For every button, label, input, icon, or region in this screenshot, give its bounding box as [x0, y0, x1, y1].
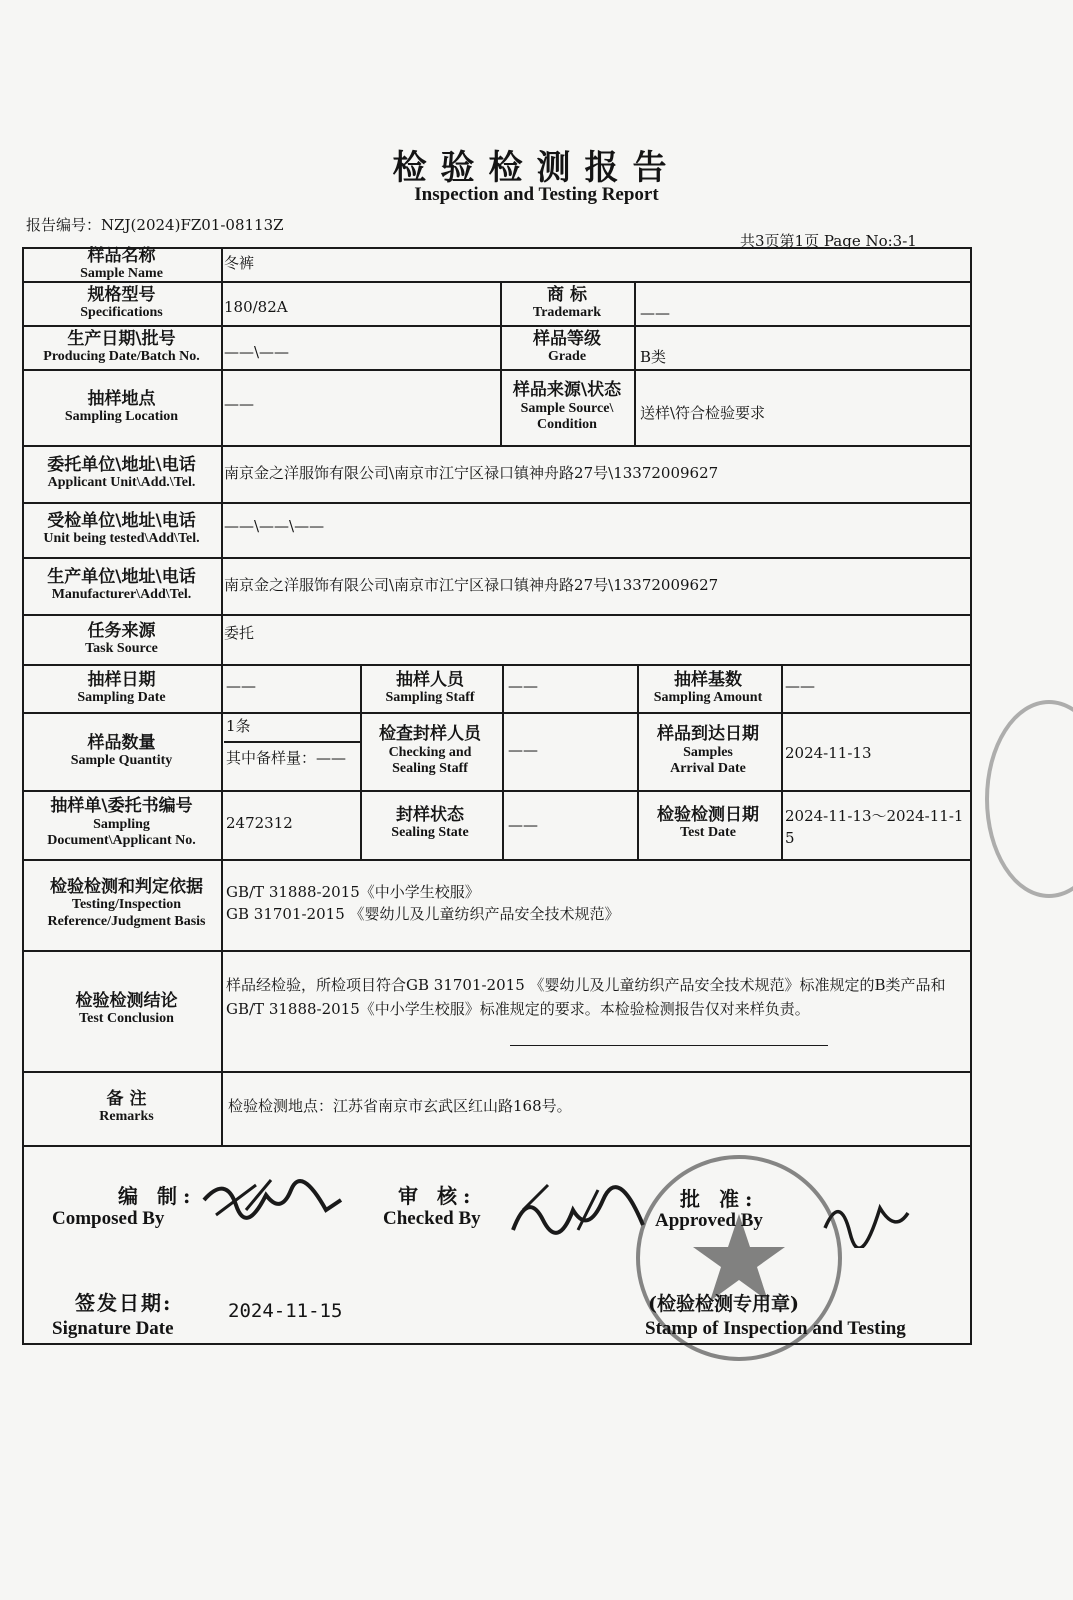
label-applicant: 委托单位\地址\电话 Applicant Unit\Add.\Tel.	[47, 455, 196, 491]
value-sampling-staff: ——	[508, 677, 538, 695]
label-trademark: 商 标 Trademark	[532, 284, 602, 320]
label-checking-staff: 检查封样人员 Checking and Sealing Staff	[379, 724, 481, 777]
label-task-source: 任务来源 Task Source	[85, 620, 158, 656]
value-sample-name: 冬裤	[224, 254, 255, 272]
value-backup-quantity: 其中备样量：——	[226, 749, 347, 767]
signature-date-label-en: Signature Date	[52, 1318, 174, 1339]
row-divider	[24, 1145, 970, 1147]
page-seam-seal	[985, 700, 1073, 898]
signature-date-label-cn: 签发日期:	[75, 1291, 173, 1315]
label-sampling-location: 抽样地点 Sampling Location	[64, 388, 179, 424]
stamp-label-en: Stamp of Inspection and Testing	[645, 1318, 906, 1339]
value-sealing-state: ——	[508, 816, 538, 834]
label-sampling-amount: 抽样基数 Sampling Amount	[653, 669, 763, 705]
label-sealing-state: 封样状态 Sealing State	[391, 804, 469, 840]
stamp-label-cn: (检验检测专用章)	[648, 1293, 799, 1315]
label-sample-name: 样品名称 Sample Name	[80, 245, 163, 281]
value-grade: B类	[640, 348, 667, 366]
value-unit-tested: ——\——\——	[224, 517, 325, 535]
label-specifications: 规格型号 Specifications	[80, 284, 163, 320]
value-basis-line2: GB 31701-2015 《婴幼儿及儿童纺织产品安全技术规范》	[226, 905, 620, 923]
conclusion-underline	[510, 1045, 828, 1046]
value-sampling-amount: ——	[785, 677, 815, 695]
composed-by-label-en: Composed By	[52, 1208, 165, 1229]
report-title-en: Inspection and Testing Report	[414, 184, 659, 205]
value-specifications: 180/82A	[224, 298, 288, 316]
checked-by-label-cn: 审 核:	[398, 1184, 477, 1208]
cell-divider	[224, 741, 360, 743]
value-checking-staff: ——	[508, 741, 538, 759]
approved-by-label-cn: 批 准:	[680, 1187, 759, 1211]
checker-signature	[508, 1180, 648, 1245]
report-title-cn: 检验检测报告	[392, 148, 681, 188]
signature-date-value: 2024-11-15	[228, 1300, 343, 1322]
label-conclusion: 检验检测结论 Test Conclusion	[75, 990, 178, 1026]
value-trademark: ——	[640, 304, 670, 322]
label-grade: 样品等级 Grade	[533, 328, 601, 364]
approved-by-label-en: Approved By	[655, 1210, 763, 1231]
value-sample-quantity: 1条	[226, 717, 251, 735]
checked-by-label-en: Checked By	[383, 1208, 481, 1229]
value-producing-date: ——\——	[224, 343, 290, 361]
label-remarks: 备 注 Remarks	[99, 1088, 154, 1124]
column-divider	[634, 281, 636, 445]
label-manufacturer: 生产单位\地址\电话 Manufacturer\Add\Tel.	[47, 567, 196, 603]
label-sample-source: 样品来源\状态 Sample Source\ Condition	[512, 380, 622, 433]
value-manufacturer: 南京金之洋服饰有限公司\南京市江宁区禄口镇神舟路27号\13372009627	[224, 576, 719, 594]
value-remarks: 检验检测地点：江苏省南京市玄武区红山路168号。	[228, 1097, 572, 1115]
label-producing-date: 生产日期\批号 Producing Date/Batch No.	[43, 328, 200, 364]
value-basis-line1: GB/T 31888-2015《中小学生校服》	[226, 883, 480, 901]
value-task-source: 委托	[224, 624, 255, 642]
value-sampling-date: ——	[226, 677, 256, 695]
value-arrival-date: 2024-11-13	[785, 744, 872, 762]
value-sample-source: 送样\符合检验要求	[640, 404, 766, 422]
value-conclusion: 样品经检验，所检项目符合GB 31701-2015 《婴幼儿及儿童纺织产品安全技术规范》标准规定的B类产品和GB/T 31888-2015《中小学生校服》标准规定的要求。本检验检测报告仅对来样负责。	[226, 976, 946, 1018]
value-applicant: 南京金之洋服饰有限公司\南京市江宁区禄口镇神舟路27号\13372009627	[224, 464, 719, 482]
value-test-date: 2024-11-13～2024-11-15	[785, 807, 964, 847]
column-divider	[781, 664, 783, 859]
label-sample-quantity: 样品数量 Sample Quantity	[70, 732, 173, 768]
page-number: 共3页第1页 Page No:3-1	[740, 232, 917, 250]
label-sampling-staff: 抽样人员 Sampling Staff	[385, 669, 475, 705]
label-test-date: 检验检测日期 Test Date	[657, 804, 759, 840]
label-document-no: 抽样单\委托书编号 Sampling Document\Applicant No.	[47, 796, 196, 849]
column-divider	[502, 664, 504, 859]
label-unit-tested: 受检单位\地址\电话 Unit being tested\Add\Tel.	[43, 511, 200, 547]
value-sampling-location: ——	[224, 395, 254, 413]
report-number: 报告编号：NZJ(2024)FZ01-08113Z	[26, 216, 284, 234]
label-arrival-date: 样品到达日期 Samples Arrival Date	[657, 724, 759, 777]
composer-signature	[196, 1170, 346, 1230]
composed-by-label-cn: 编 制:	[118, 1184, 197, 1208]
label-basis: 检验检测和判定依据 Testing/Inspection Reference/Judgment Basis	[47, 876, 206, 929]
label-sampling-date: 抽样日期 Sampling Date	[77, 669, 166, 705]
value-document-no: 2472312	[226, 814, 293, 832]
